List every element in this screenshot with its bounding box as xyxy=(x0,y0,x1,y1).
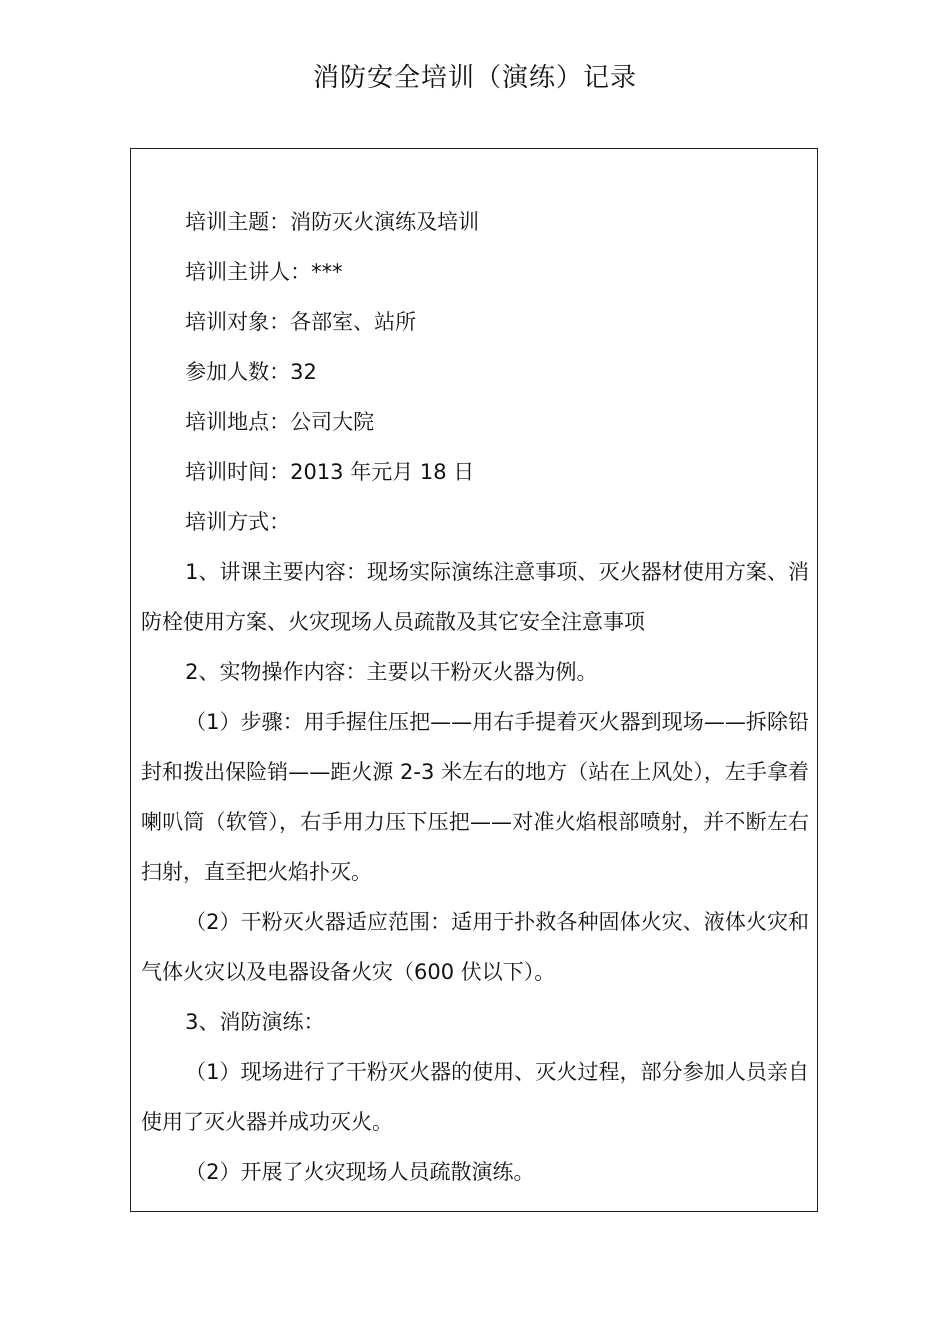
drill-item-2: （2）开展了火灾现场人员疏散演练。 xyxy=(185,1160,535,1184)
training-location: 培训地点：公司大院 xyxy=(185,410,375,434)
training-method: 培训方式： xyxy=(185,510,291,534)
training-lecturer: 培训主讲人：*** xyxy=(185,260,343,284)
drill-item-1: （1）现场进行了干粉灭火器的使用、灭火过程，部分参加人员亲自使用了灭火器并成功灭火。 xyxy=(141,1060,809,1134)
extinguisher-scope: （2）干粉灭火器适应范围：适用于扑救各种固体火灾、液体火灾和气体火灾以及电器设备火灾（600 伏以下）。 xyxy=(141,910,809,984)
practical-content: 2、实物操作内容：主要以干粉灭火器为例。 xyxy=(185,660,598,684)
training-audience: 培训对象：各部室、站所 xyxy=(185,310,417,334)
page-title: 消防安全培训（演练）记录 xyxy=(312,63,637,93)
record-box xyxy=(130,148,818,1212)
lecture-content: 1、讲课主要内容：现场实际演练注意事项、灭火器材使用方案、消防栓使用方案、火灾现场人员疏散及其它安全注意事项 xyxy=(141,560,809,634)
training-topic: 培训主题：消防灭火演练及培训 xyxy=(185,210,480,234)
operation-steps: （1）步骤：用手握住压把——用右手提着灭火器到现场——拆除铅封和拨出保险销——距火源 2-3 米左右的地方（站在上风处），左手拿着喇叭筒（软管），右手用力压下压把——对准火焰根部喷射，并不断左右扫射，直至把火焰扑灭。 xyxy=(141,710,809,884)
record-content xyxy=(141,197,809,1197)
drill-heading: 3、消防演练： xyxy=(185,1010,325,1034)
training-time: 培训时间：2013 年元月 18 日 xyxy=(185,460,475,484)
participant-count: 参加人数：32 xyxy=(185,360,317,384)
